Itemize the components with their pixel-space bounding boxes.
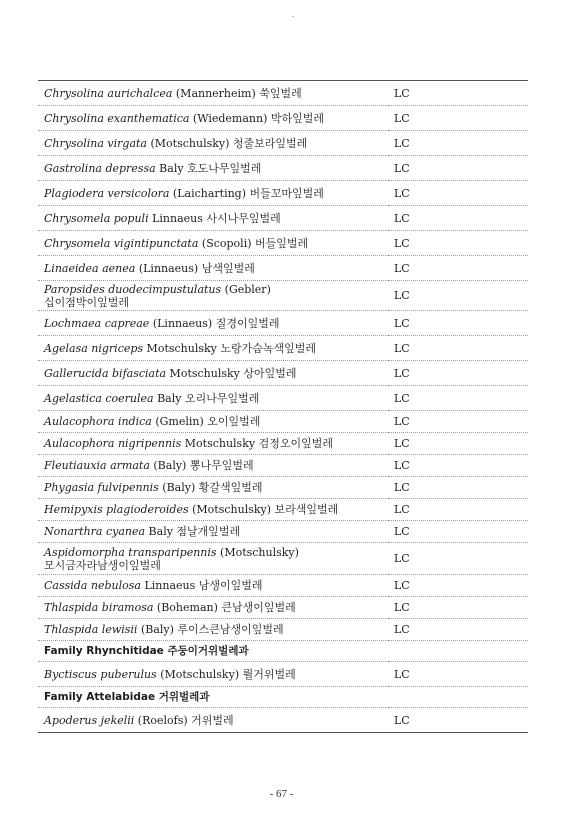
scientific-name: Fleutiauxia armata xyxy=(44,459,150,472)
author-and-korean-name: (Motschulsky) 보라색잎벌레 xyxy=(188,503,339,516)
author-and-korean-name: Linnaeus 남생이잎벌레 xyxy=(140,579,263,592)
table-row xyxy=(38,156,528,181)
table-row xyxy=(38,662,528,687)
author-and-korean-name: (Linnaeus) 남색잎벌레 xyxy=(135,261,255,275)
status-cell: LC xyxy=(388,708,528,733)
species-name-cell xyxy=(38,575,388,597)
species-table xyxy=(38,80,528,733)
scientific-name: Chrysolina virgata xyxy=(44,136,147,150)
scientific-name: Byctiscus puberulus xyxy=(44,667,157,681)
scientific-name: Cassida nebulosa xyxy=(44,579,141,592)
table-row xyxy=(38,206,528,231)
species-name-cell xyxy=(38,131,388,156)
family-name: Family Attelabidae 거위벌레과 xyxy=(38,687,528,708)
species-name-cell xyxy=(38,336,388,361)
status-cell: LC xyxy=(388,256,528,281)
table-row xyxy=(38,231,528,256)
status-cell: LC xyxy=(388,81,528,106)
table-row xyxy=(38,386,528,411)
scientific-name: Lochmaea capreae xyxy=(44,316,150,330)
status-cell: LC xyxy=(388,131,528,156)
scientific-name: Thlaspida lewisii xyxy=(44,623,138,636)
author-and-korean-name: (Motschulsky) 륄거위벌레 xyxy=(156,667,296,681)
species-name-cell xyxy=(38,499,388,521)
status-cell: LC xyxy=(388,597,528,619)
status-cell: LC xyxy=(388,619,528,641)
table-row xyxy=(38,543,528,575)
status-cell: LC xyxy=(388,281,528,311)
status-cell: LC xyxy=(388,477,528,499)
species-name-cell xyxy=(38,386,388,411)
table-row xyxy=(38,708,528,733)
scientific-name: Nonarthra cyanea xyxy=(44,525,146,538)
author-and-korean-name: Motschulsky 상아잎벌레 xyxy=(166,366,297,380)
status-cell: LC xyxy=(388,455,528,477)
species-name-cell xyxy=(38,477,388,499)
species-name-cell xyxy=(38,361,388,386)
author-and-korean-name: Baly 점날개잎벌레 xyxy=(145,525,241,538)
species-name-cell xyxy=(38,455,388,477)
author-and-korean-name: (Scopoli) 버들잎벌레 xyxy=(198,236,309,250)
table-row xyxy=(38,81,528,106)
scientific-name: Plagiodera versicolora xyxy=(44,186,170,200)
author-and-korean-name: (Boheman) 큰남생이잎벌레 xyxy=(153,601,296,614)
table-row xyxy=(38,131,528,156)
status-cell: LC xyxy=(388,361,528,386)
author-and-korean-name: Baly 호도나무잎벌레 xyxy=(155,161,262,175)
scientific-name: Gallerucida bifasciata xyxy=(44,366,167,380)
table-row xyxy=(38,521,528,543)
table-row xyxy=(38,106,528,131)
status-cell: LC xyxy=(388,575,528,597)
author-and-korean-name: (Gebler) xyxy=(221,282,271,296)
author-and-korean-name: (Baly) 황갈색잎벌레 xyxy=(158,481,263,494)
author-and-korean-name: Motschulsky 검정오이잎벌레 xyxy=(181,437,333,450)
status-cell: LC xyxy=(388,206,528,231)
author-and-korean-name: Motschulsky 노랑가슴녹색잎벌레 xyxy=(143,341,317,355)
scientific-name: Chrysolina aurichalcea xyxy=(44,86,173,100)
scientific-name: Paropsides duodecimpustulatus xyxy=(44,282,222,296)
family-row xyxy=(38,687,528,708)
table-row xyxy=(38,281,528,311)
status-cell: LC xyxy=(388,106,528,131)
table-row xyxy=(38,499,528,521)
author-and-korean-name: (Baly) 뽕나무잎벌레 xyxy=(149,459,254,472)
status-cell: LC xyxy=(388,336,528,361)
table-row xyxy=(38,361,528,386)
scientific-name: Apoderus jekelii xyxy=(44,713,135,727)
species-name-cell xyxy=(38,708,388,733)
species-name-cell xyxy=(38,281,388,311)
status-cell: LC xyxy=(388,433,528,455)
status-cell: LC xyxy=(388,499,528,521)
table-row xyxy=(38,575,528,597)
family-row xyxy=(38,641,528,662)
species-name-cell xyxy=(38,311,388,336)
author-and-korean-name: (Mannerheim) 쑥잎벌레 xyxy=(172,86,302,100)
species-name-cell xyxy=(38,106,388,131)
scientific-name: Agelastica coerulea xyxy=(44,391,154,405)
table-row xyxy=(38,455,528,477)
table-row xyxy=(38,256,528,281)
status-cell: LC xyxy=(388,156,528,181)
scientific-name: Chrysomela vigintipunctata xyxy=(44,236,199,250)
scientific-name: Aspidomorpha transparipennis xyxy=(44,545,217,559)
author-and-korean-name: Baly 오리나무잎벌레 xyxy=(153,391,260,405)
table-row xyxy=(38,597,528,619)
status-cell: LC xyxy=(388,386,528,411)
status-cell: LC xyxy=(388,181,528,206)
table-body xyxy=(38,81,528,733)
species-name-cell xyxy=(38,156,388,181)
author-and-korean-name: (Motschulsky) 청줄보라잎벌레 xyxy=(147,136,308,150)
scientific-name: Agelasa nigriceps xyxy=(44,341,144,355)
author-and-korean-name: (Gmelin) 오이잎벌레 xyxy=(151,415,261,428)
scientific-name: Gastrolina depressa xyxy=(44,161,156,175)
table-row xyxy=(38,181,528,206)
table-row xyxy=(38,433,528,455)
scientific-name: Aulacophora indica xyxy=(44,415,152,428)
scientific-name: Chrysolina exanthematica xyxy=(44,111,190,125)
species-name-cell xyxy=(38,521,388,543)
status-cell: LC xyxy=(388,231,528,256)
korean-name-continued: 십이점박이잎벌레 xyxy=(44,295,130,309)
species-name-cell xyxy=(38,231,388,256)
species-name-cell xyxy=(38,619,388,641)
page-number: - 67 - xyxy=(269,788,294,800)
species-name-cell xyxy=(38,411,388,433)
table-row xyxy=(38,477,528,499)
scientific-name: Aulacophora nigripennis xyxy=(44,437,182,450)
species-name-cell xyxy=(38,81,388,106)
table-row xyxy=(38,311,528,336)
author-and-korean-name: (Linnaeus) 질경이잎벌레 xyxy=(149,316,280,330)
author-and-korean-name: (Roelofs) 거위벌레 xyxy=(134,713,234,727)
status-cell: LC xyxy=(388,543,528,575)
table-row xyxy=(38,411,528,433)
scientific-name: Hemipyxis plagioderoides xyxy=(44,503,189,516)
family-name: Family Rhynchitidae 주둥이거위벌레과 xyxy=(38,641,528,662)
scientific-name: Phygasia fulvipennis xyxy=(44,481,159,494)
status-cell: LC xyxy=(388,521,528,543)
author-and-korean-name: Linnaeus 사시나무잎벌레 xyxy=(148,211,281,225)
scan-speck xyxy=(292,16,294,17)
scientific-name: Linaeidea aenea xyxy=(44,261,136,275)
status-cell: LC xyxy=(388,311,528,336)
species-name-cell xyxy=(38,206,388,231)
species-name-cell xyxy=(38,433,388,455)
scientific-name: Thlaspida biramosa xyxy=(44,601,154,614)
table-row xyxy=(38,619,528,641)
status-cell: LC xyxy=(388,411,528,433)
author-and-korean-name: (Motschulsky) xyxy=(216,545,299,559)
species-name-cell xyxy=(38,181,388,206)
author-and-korean-name: (Wiedemann) 박하잎벌레 xyxy=(189,111,324,125)
author-and-korean-name: (Laicharting) 버들꼬마잎벌레 xyxy=(169,186,324,200)
korean-name-continued: 모시금자라남생이잎벌레 xyxy=(44,558,161,572)
species-name-cell xyxy=(38,256,388,281)
table-row xyxy=(38,336,528,361)
species-name-cell xyxy=(38,597,388,619)
author-and-korean-name: (Baly) 루이스큰남생이잎벌레 xyxy=(137,623,284,636)
scientific-name: Chrysomela populi xyxy=(44,211,149,225)
species-name-cell xyxy=(38,662,388,687)
species-name-cell xyxy=(38,543,388,575)
status-cell: LC xyxy=(388,662,528,687)
